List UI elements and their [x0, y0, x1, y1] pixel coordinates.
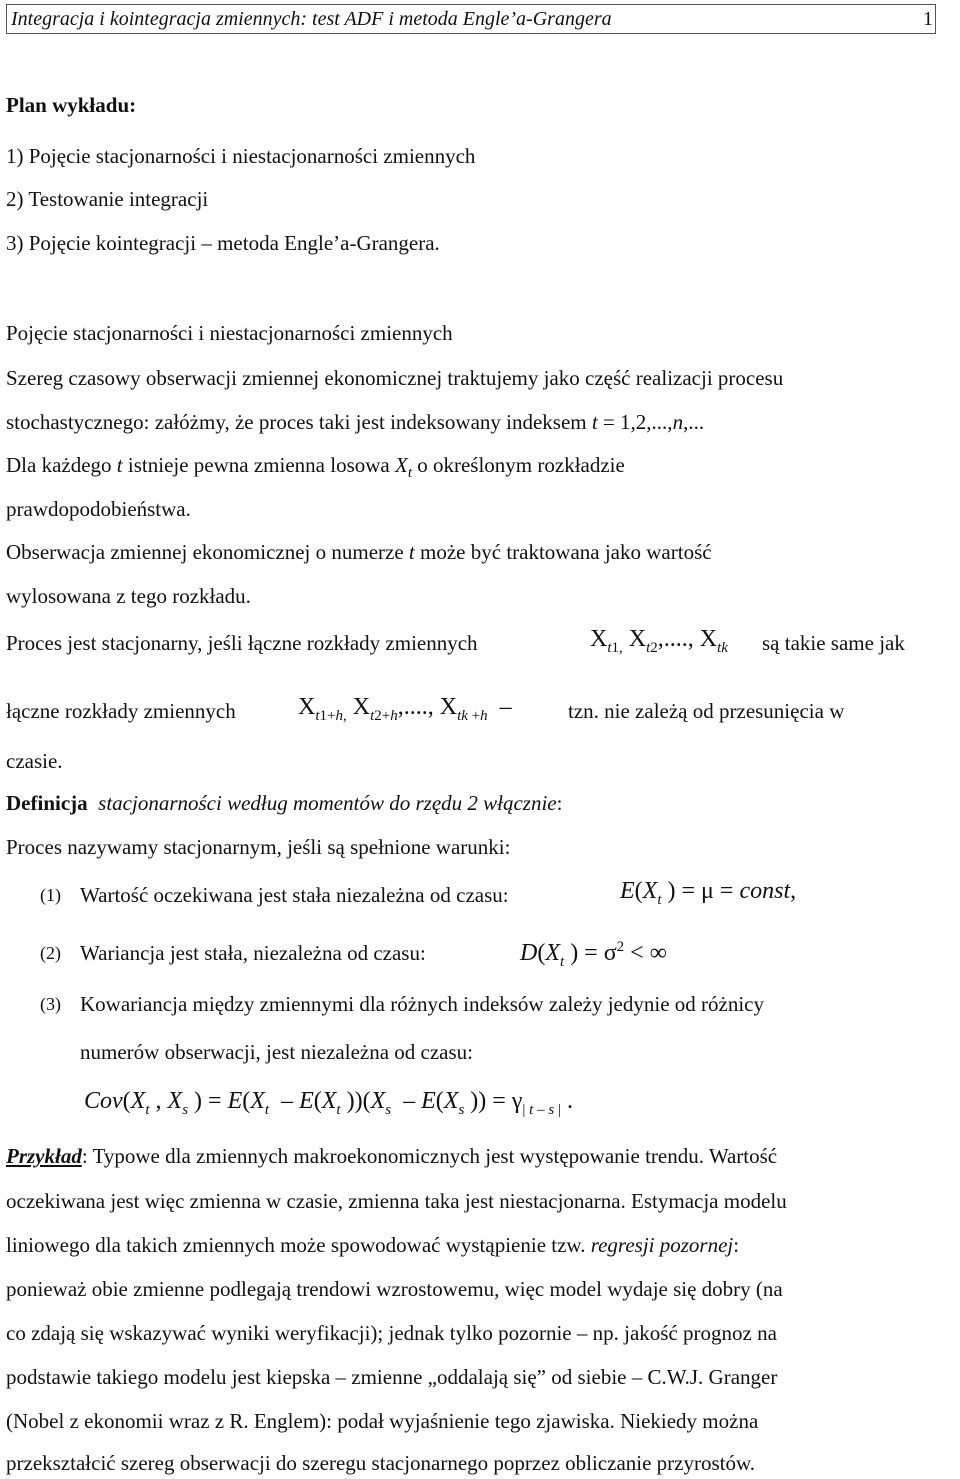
paragraph-line: wylosowana z tego rozkładu. [6, 584, 251, 608]
definition-line: Definicja stacjonarności według momentów do rzędu 2 włącznie: [6, 791, 563, 815]
plan-item-3: 3) Pojęcie kointegracji – metoda Engle’a-Grangera. [6, 231, 440, 255]
page-number: 1 [923, 8, 933, 30]
plan-heading: Plan wykładu: [6, 93, 137, 117]
page-header [6, 4, 936, 34]
example-line: podstawie takiego modelu jest kiepska – zmienne „oddalają się” od siebie – C.W.J. Granger [6, 1365, 778, 1389]
condition-text: Wartość oczekiwana jest stała niezależna od czasu: [80, 883, 509, 907]
condition-text: Wariancja jest stała, niezależna od czasu: [80, 941, 426, 965]
paragraph-line: Obserwacja zmiennej ekonomicznej o numerze t może być traktowana jako wartość [6, 540, 712, 564]
definition-intro: Proces nazywamy stacjonarnym, jeśli są spełnione warunki: [6, 835, 511, 859]
formula-shifted-variables: $X_{t1+h,}$ $X_{t2+h}$,...., $X_{tk +h}$ – [298, 694, 512, 724]
example-line: (Nobel z ekonomii wraz z R. Englem): podał wyjaśnienie tego zjawiska. Niekiedy można [6, 1409, 759, 1433]
formula-variance: $D(X_t$ ) = $\sigma^2$ < ∞ [520, 939, 667, 970]
example-line: ponieważ obie zmienne podlegają trendowi wzrostowemu, więc model wydaje się dobry (na [6, 1277, 783, 1301]
condition-text: numerów obserwacji, jest niezależna od czasu: [80, 1040, 474, 1064]
example-label: Przykład [6, 1144, 82, 1168]
formula-expectation: $E(X_t$ ) = μ = const, [620, 878, 797, 908]
paragraph-line: łączne rozkłady zmiennych [6, 699, 236, 723]
paragraph-line: Szereg czasowy obserwacji zmiennej ekonomicznej traktujemy jako część realizacji procesu [6, 366, 784, 390]
paragraph-line: tzn. nie zależą od przesunięcia w [568, 699, 845, 723]
example-line: przekształcić szereg obserwacji do szeregu stacjonarnego poprzez obliczanie przyrostów. [6, 1451, 756, 1475]
paragraph-line: czasie. [6, 749, 63, 773]
condition-number: (1) [40, 885, 61, 905]
example-line: oczekiwana jest więc zmienna w czasie, zmienna taka jest niestacjonarna. Estymacja modelu [6, 1189, 787, 1213]
paragraph-line: Proces jest stacjonarny, jeśli łączne rozkłady zmiennych [6, 631, 478, 655]
plan-item-1: 1) Pojęcie stacjonarności i niestacjonarności zmiennych [6, 144, 476, 168]
example-line: liniowego dla takich zmiennych może spowodować wystąpienie tzw. regresji pozornej: [6, 1233, 740, 1257]
example-line: co zdają się wskazywać wyniki weryfikacji); jednak tylko pozornie – np. jakość prognoz na [6, 1321, 777, 1345]
paragraph-line: Dla każdego t istnieje pewna zmienna losowa $X_t$ o określonym rozkładzie [6, 453, 625, 482]
condition-text: Kowariancja między zmiennymi dla różnych indeksów zależy jedynie od różnicy [80, 992, 764, 1016]
plan-item-2: 2) Testowanie integracji [6, 187, 209, 211]
paragraph-line: są takie same jak [762, 631, 905, 655]
paragraph-line: prawdopodobieństwa. [6, 497, 191, 521]
definition-label: Definicja [6, 791, 88, 815]
formula-covariance: $Cov(X_t$ , $X_s$ ) = $E(X_t - E(X_t$ ))($X_s - E(X_s$ )) = $\gamma_{| t - s |}$ . [84, 1088, 573, 1118]
formula-variables: $X_{t1,}$ $X_{t2}$,...., $X_{tk}$ [590, 626, 728, 656]
paragraph-line: stochastycznego: załóżmy, że proces taki jest indeksowany indeksem t = 1,2,...,n,... [6, 410, 705, 434]
example-line: Przykład: Typowe dla zmiennych makroekonomicznych jest występowanie trendu. Wartość [6, 1144, 778, 1168]
header-title: Integracja i kointegracja zmiennych: test ADF i metoda Engle’a-Grangera [11, 8, 612, 30]
section-heading: Pojęcie stacjonarności i niestacjonarności zmiennych [6, 321, 453, 345]
condition-number: (3) [40, 994, 61, 1014]
condition-number: (2) [40, 943, 61, 963]
